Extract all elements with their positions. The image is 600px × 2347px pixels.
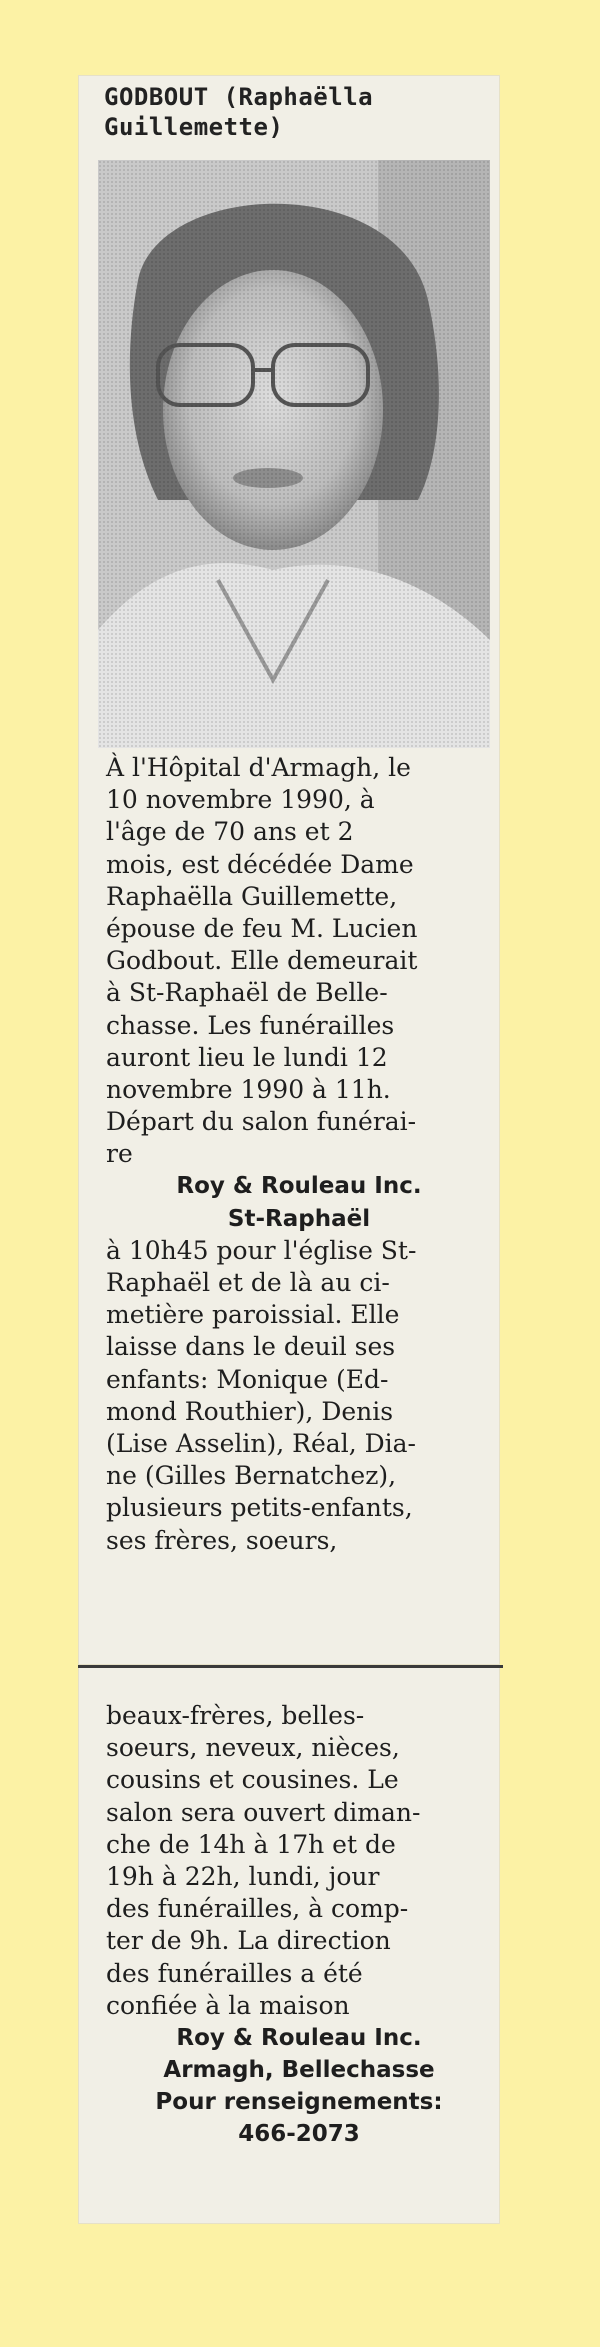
text-line: soeurs, neveux, nièces, (106, 1733, 400, 1763)
text-line: salon sera ouvert diman- (106, 1797, 421, 1827)
funeral-home-name: Roy & Rouleau Inc. (176, 2024, 422, 2051)
heading-line: GODBOUT (Raphaëlla (104, 83, 374, 111)
text-line: ne (Gilles Bernatchez), (106, 1461, 397, 1491)
text-line: mois, est décédée Dame (106, 849, 414, 879)
text-line: 19h à 22h, lundi, jour (106, 1861, 380, 1891)
text-line: confiée à la maison (106, 1990, 350, 2020)
text-line: épouse de feu M. Lucien (106, 913, 418, 943)
text-line: Départ du salon funérai- (106, 1107, 417, 1137)
text-line: laisse dans le deuil ses (106, 1332, 396, 1362)
funeral-home-name: Roy & Rouleau Inc. (176, 1173, 422, 1200)
text-line: l'âge de 70 ans et 2 (106, 817, 354, 847)
text-line: cousins et cousines. Le (106, 1765, 399, 1795)
text-line: metière paroissial. Elle (106, 1300, 400, 1330)
text-line: re (106, 1139, 133, 1169)
obituary-body-continued (106, 1700, 492, 2151)
text-line: chasse. Les funérailles (106, 1010, 395, 1040)
text-line: Raphaëlla Guillemette, (106, 881, 398, 911)
text-line: À l'Hôpital d'Armagh, le (106, 753, 411, 782)
text-line: des funérailles, à comp- (106, 1894, 409, 1924)
text-line: plusieurs petits-enfants, (106, 1493, 413, 1523)
obituary-body (106, 752, 492, 1557)
text-line: novembre 1990 à 11h. (106, 1074, 391, 1104)
funeral-home-location: St-Raphaël (227, 1205, 371, 1232)
text-line: Raphaël et de là au ci- (106, 1268, 390, 1297)
text-line: ter de 9h. La direction (106, 1926, 391, 1956)
text-line: des funérailles a été (106, 1958, 363, 1988)
portrait-photo (98, 160, 490, 748)
info-label: Pour renseignements: (155, 2089, 443, 2116)
obituary-heading (104, 82, 489, 142)
text-line: beaux-frères, belles- (106, 1701, 365, 1730)
funeral-home-location: Armagh, Bellechasse (163, 2057, 435, 2084)
column-separator-rule (78, 1665, 503, 1668)
text-line: che de 14h à 17h et de (106, 1829, 396, 1859)
text-line: enfants: Monique (Ed- (106, 1364, 389, 1394)
text-line: (Lise Asselin), Réal, Dia- (106, 1428, 416, 1458)
text-line: à St-Raphaël de Belle- (106, 978, 388, 1008)
text-line: Godbout. Elle demeurait (106, 946, 418, 976)
phone-number: 466-2073 (238, 2121, 360, 2148)
heading-line: Guillemette) (104, 113, 284, 141)
text-line: ses frères, soeurs, (106, 1525, 338, 1555)
text-line: à 10h45 pour l'église St- (106, 1235, 417, 1265)
portrait-image (98, 160, 490, 748)
text-line: 10 novembre 1990, à (106, 785, 375, 815)
text-line: auront lieu le lundi 12 (106, 1042, 388, 1072)
text-line: mond Routhier), Denis (106, 1396, 394, 1426)
